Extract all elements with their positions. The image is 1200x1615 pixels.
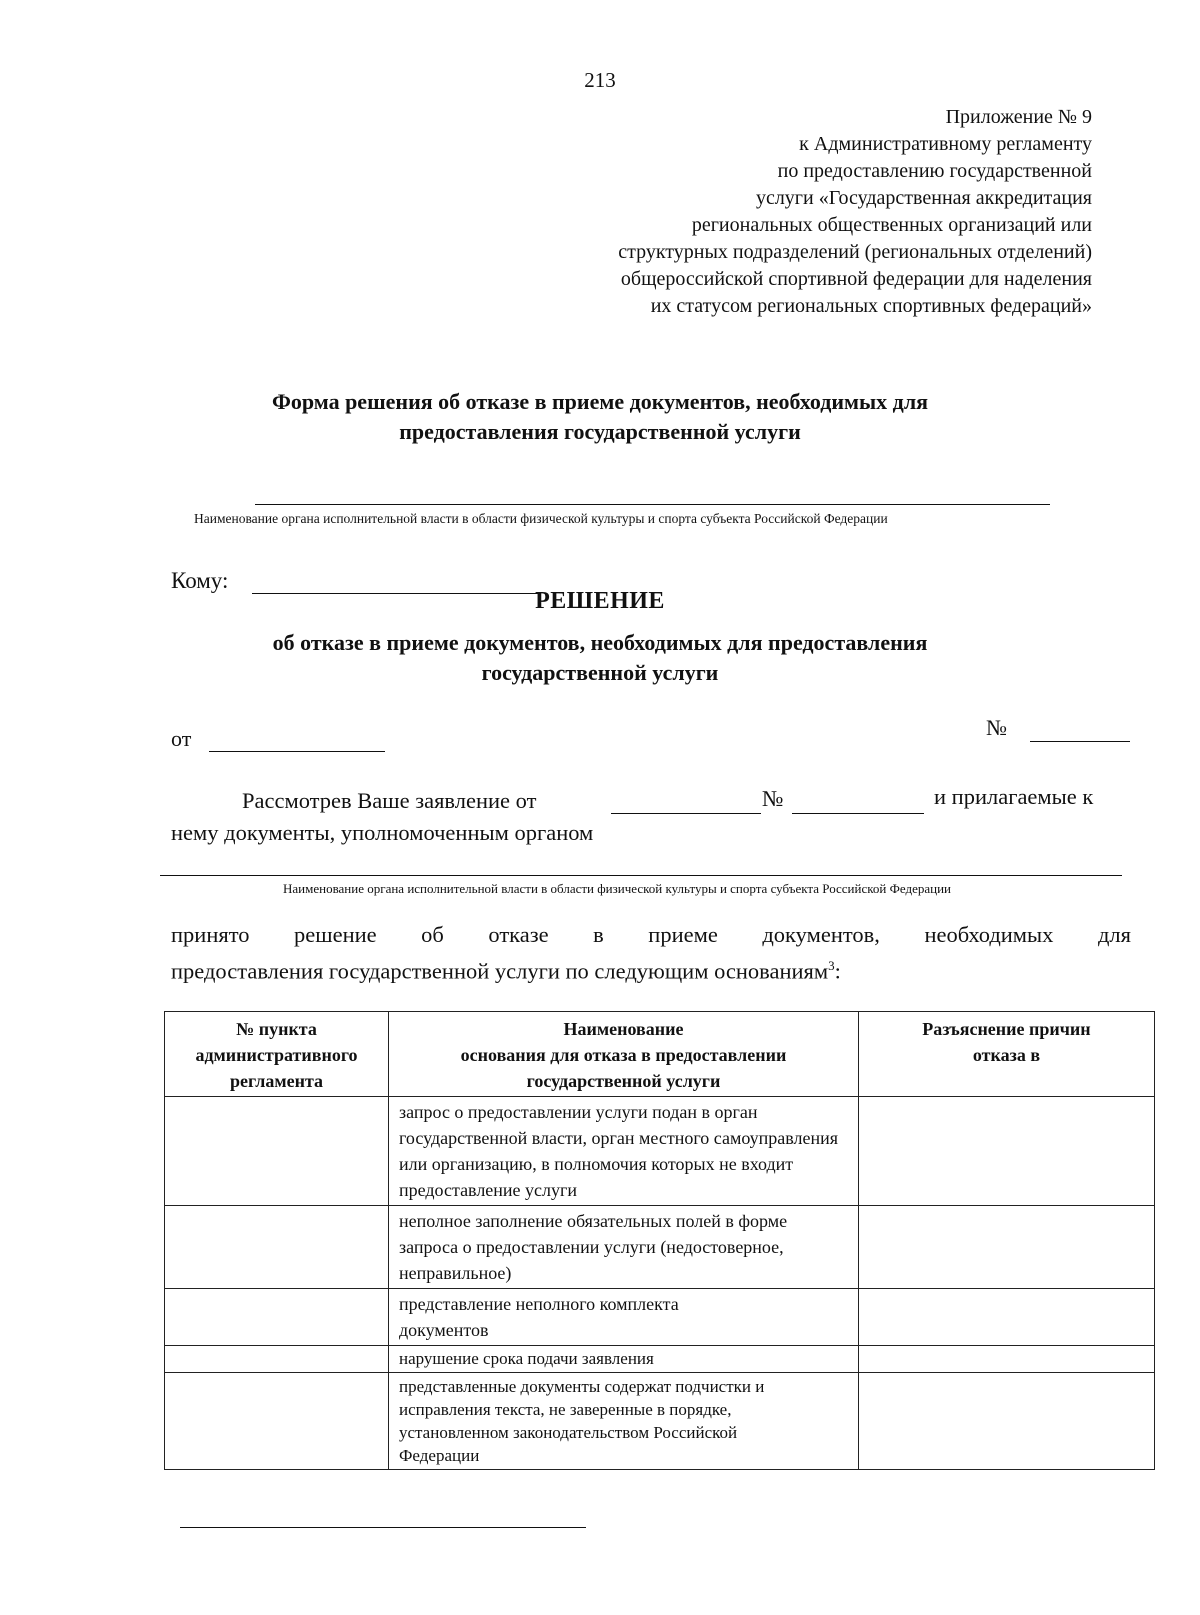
page-number: 213 <box>584 68 616 92</box>
decision-word: принято <box>171 922 250 947</box>
considered-part1: Рассмотрев Ваше заявление от <box>242 788 537 813</box>
decision-word: документов, <box>762 922 880 947</box>
form-title-line: предоставления государственной услуги <box>399 419 801 444</box>
appendix-line: общероссийской спортивной федерации для наделения <box>620 268 1092 290</box>
clause-cell <box>165 1097 389 1206</box>
authority-caption-2: Наименование органа исполнительной власти в области физической культуры и спорта субъекта Российской Федерации <box>283 881 952 896</box>
explanation-cell <box>859 1206 1155 1289</box>
header-reason-name: Наименование основания для отказа в предоставлении государственной услуги <box>389 1012 859 1097</box>
decision-heading: РЕШЕНИЕ <box>535 588 665 614</box>
decision-text-line2-main: предоставления государственной услуги по следующим основаниям <box>171 958 829 984</box>
decision-subtitle-line: об отказе в приеме документов, необходимых для предоставления <box>272 630 928 655</box>
reason-cell: представленные документы содержат подчистки и исправления текста, не заверенные в порядке, установленном законодательством Российской Федерации <box>389 1373 859 1470</box>
appendix-line: к Административному регламенту <box>799 133 1092 155</box>
application-number-line <box>792 813 924 814</box>
appendix-line: по предоставлению государственной <box>777 160 1092 182</box>
appendix-line: Приложение № 9 <box>945 106 1092 128</box>
reason-cell: неполное заполнение обязательных полей в форме запроса о предоставлении услуги (недостоверное, неправильное) <box>389 1206 859 1289</box>
header-explanation: Разъяснение причин отказа в <box>859 1012 1155 1097</box>
decision-word: для <box>1097 922 1131 947</box>
reason-cell: запрос о предоставлении услуги подан в орган государственной власти, орган местного самоуправления или организацию, в полномочия которых не входит предоставление услуги <box>389 1097 859 1206</box>
considered-part2: № <box>762 786 784 811</box>
decision-text-line2-end: : <box>834 958 841 984</box>
considered-line2: нему документы, уполномоченным органом <box>171 820 594 845</box>
explanation-cell <box>859 1373 1155 1470</box>
appendix-line: структурных подразделений (региональных отделений) <box>618 241 1092 263</box>
header-clause-number: № пункта административного регламента <box>165 1012 389 1097</box>
decision-word: необходимых <box>924 922 1054 947</box>
form-title <box>100 387 1100 447</box>
decision-subtitle <box>0 628 1200 688</box>
decision-subtitle-line: государственной услуги <box>481 660 719 685</box>
number-label: № <box>986 715 1007 740</box>
appendix-line: региональных общественных организаций или <box>691 214 1092 236</box>
table-row <box>165 1346 1155 1373</box>
table-row <box>165 1289 1155 1346</box>
considered-part3: и прилагаемые к <box>934 784 1094 809</box>
clause-cell <box>165 1373 389 1470</box>
decision-word: отказе <box>488 922 549 947</box>
authority-name-line-2 <box>160 875 1122 876</box>
table-row <box>165 1097 1155 1206</box>
number-line <box>1030 741 1130 742</box>
footnote-mark: 3 <box>828 958 835 973</box>
appendix-line: их статусом региональных спортивных федераций» <box>650 295 1092 317</box>
table-row <box>165 1206 1155 1289</box>
table-row <box>165 1373 1155 1470</box>
authority-name-line <box>255 504 1050 505</box>
clause-cell <box>165 1206 389 1289</box>
explanation-cell <box>859 1289 1155 1346</box>
decision-word: в <box>593 922 604 947</box>
explanation-cell <box>859 1346 1155 1373</box>
footnote-separator <box>180 1527 586 1528</box>
reason-cell: нарушение срока подачи заявления <box>389 1346 859 1373</box>
decision-text-line1 <box>171 922 1131 948</box>
appendix-line: услуги «Государственная аккредитация <box>755 187 1092 209</box>
application-date-line <box>611 813 761 814</box>
date-line <box>209 751 385 752</box>
decision-word: приеме <box>648 922 718 947</box>
decision-text-line2 <box>171 958 841 985</box>
explanation-cell <box>859 1097 1155 1206</box>
appendix-block <box>618 104 1092 320</box>
reason-cell: представление неполного комплекта документов <box>389 1289 859 1346</box>
clause-cell <box>165 1346 389 1373</box>
authority-caption: Наименование органа исполнительной власти в области физической культуры и спорта субъекта Российской Федерации <box>194 511 888 526</box>
table-header-row <box>165 1012 1155 1097</box>
decision-word: решение <box>294 922 377 947</box>
decision-word: об <box>421 922 444 947</box>
form-title-line: Форма решения об отказе в приеме документов, необходимых для <box>271 389 929 414</box>
recipient-label: Кому: <box>171 568 229 593</box>
clause-cell <box>165 1289 389 1346</box>
date-label: от <box>171 726 192 751</box>
refusal-reasons-table <box>164 1011 1155 1470</box>
